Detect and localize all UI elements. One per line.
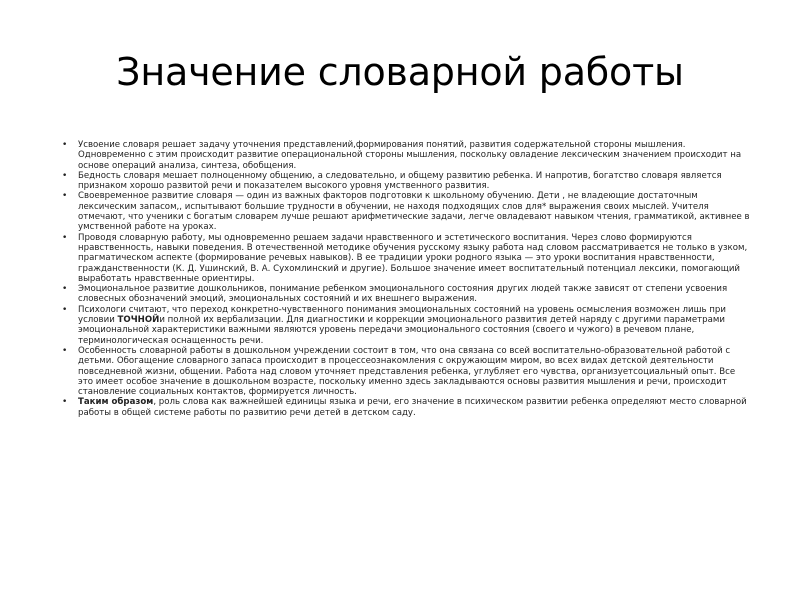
bullet-item [62,305,752,346]
emphasized-word: ТОЧНОЙ [117,315,160,326]
bullet-list [62,140,752,418]
bullet-item: • Проводя словарную работу, мы одновременно решаем задачи нравственного и эстетического воспитания. Через слово формируются нравственность, навыки поведения. В отечественной методике обучения русскому языку работа над словом рассматривается не только в узком, прагматическом аспекте (формирование речевых навыков). В ее традиции уроки родного языка — это уроки воспитания нравственности, гражданственности (К. Д. Ушинский, В. А. Сухомлинский и другие). Большое значение имеет воспитательный потенциал лексики, помогающий выработать нравственные ориентиры. [62,233,752,284]
slide-title: Значение словарной работы [116,50,684,94]
bullet-text: , роль слова как важнейшей единицы языка и речи, его значение в психическом развитии ребенка определяют место словарной работы в общей системе работы по развитию речи детей в детском саду. [78,397,747,418]
bullet-item: • Усвоение словаря решает задачу уточнения представлений,формирования понятий, развития содержательной стороны мышления. Одновременно с этим происходит развитие операциональной стороны мышления, поскольку овладение лексическим значением происходит на основе операций анализа, синтеза, обобщения. [62,140,752,171]
bullet-item: • Своевременное развитие словаря — один из важных факторов подготовки к школьному обучению. Дети , не владеющие достаточным лексическим запасом,, испытывают большие трудности в обучении, не находя подходящих слов для* выражения своих мыслей. Учителя отмечают, что ученики с богатым словарем лучше решают арифметические задачи, легче овладевают навыком чтения, грамматикой, активнее в умственной работе на уроках. [62,191,752,232]
bullet-item [62,397,752,418]
bullet-text: Психологи считают, что переход конкретно-чувственного понимания эмоциональных состояний на уровень осмысления возможен лишь при условии [78,304,726,326]
bullet-text: и полной их вербализации. Для диагностики и коррекции эмоционального развития детей наряду с другими параметрами эмоциональной характеристики важными являются уровень передачи эмоционального состояния (своего и чужого) в речевом плане, терминологическая оснащенность речи. [78,315,725,346]
bullet-item: • Бедность словаря мешает полноценному общению, а следовательно, и общему развитию ребенка. И напротив, богатство словаря является признаком хорошо развитой речи и показателем высокого уровня умственного развития. [62,171,752,192]
slide-content [62,140,752,418]
bullet-item: • Особенность словарной работы в дошкольном учреждении состоит в том, что она связана со всей воспитательно-образовательной работой с детьми. Обогащение словарного запаса происходит в процессеознакомления с окружающим миром, во всех видах детской деятельности повседневной жизни, общении. Работа над словом уточняет представления ребенка, углубляет его чувства, организуетсоциальный опыт. Все это имеет особое значение в дошкольном возрасте, поскольку именно здесь закладываются основы развития мышления и речи, происходит становление социальных контактов, формируется личность. [62,346,752,397]
bullet-item: • Эмоциональное развитие дошкольников, понимание ребенком эмоционального состояния других людей также зависят от степени усвоения словесных обозначений эмоций, эмоциональных состояний и их внешнего выражения. [62,284,752,305]
bold-lead-phrase: Таким образом [78,397,154,408]
